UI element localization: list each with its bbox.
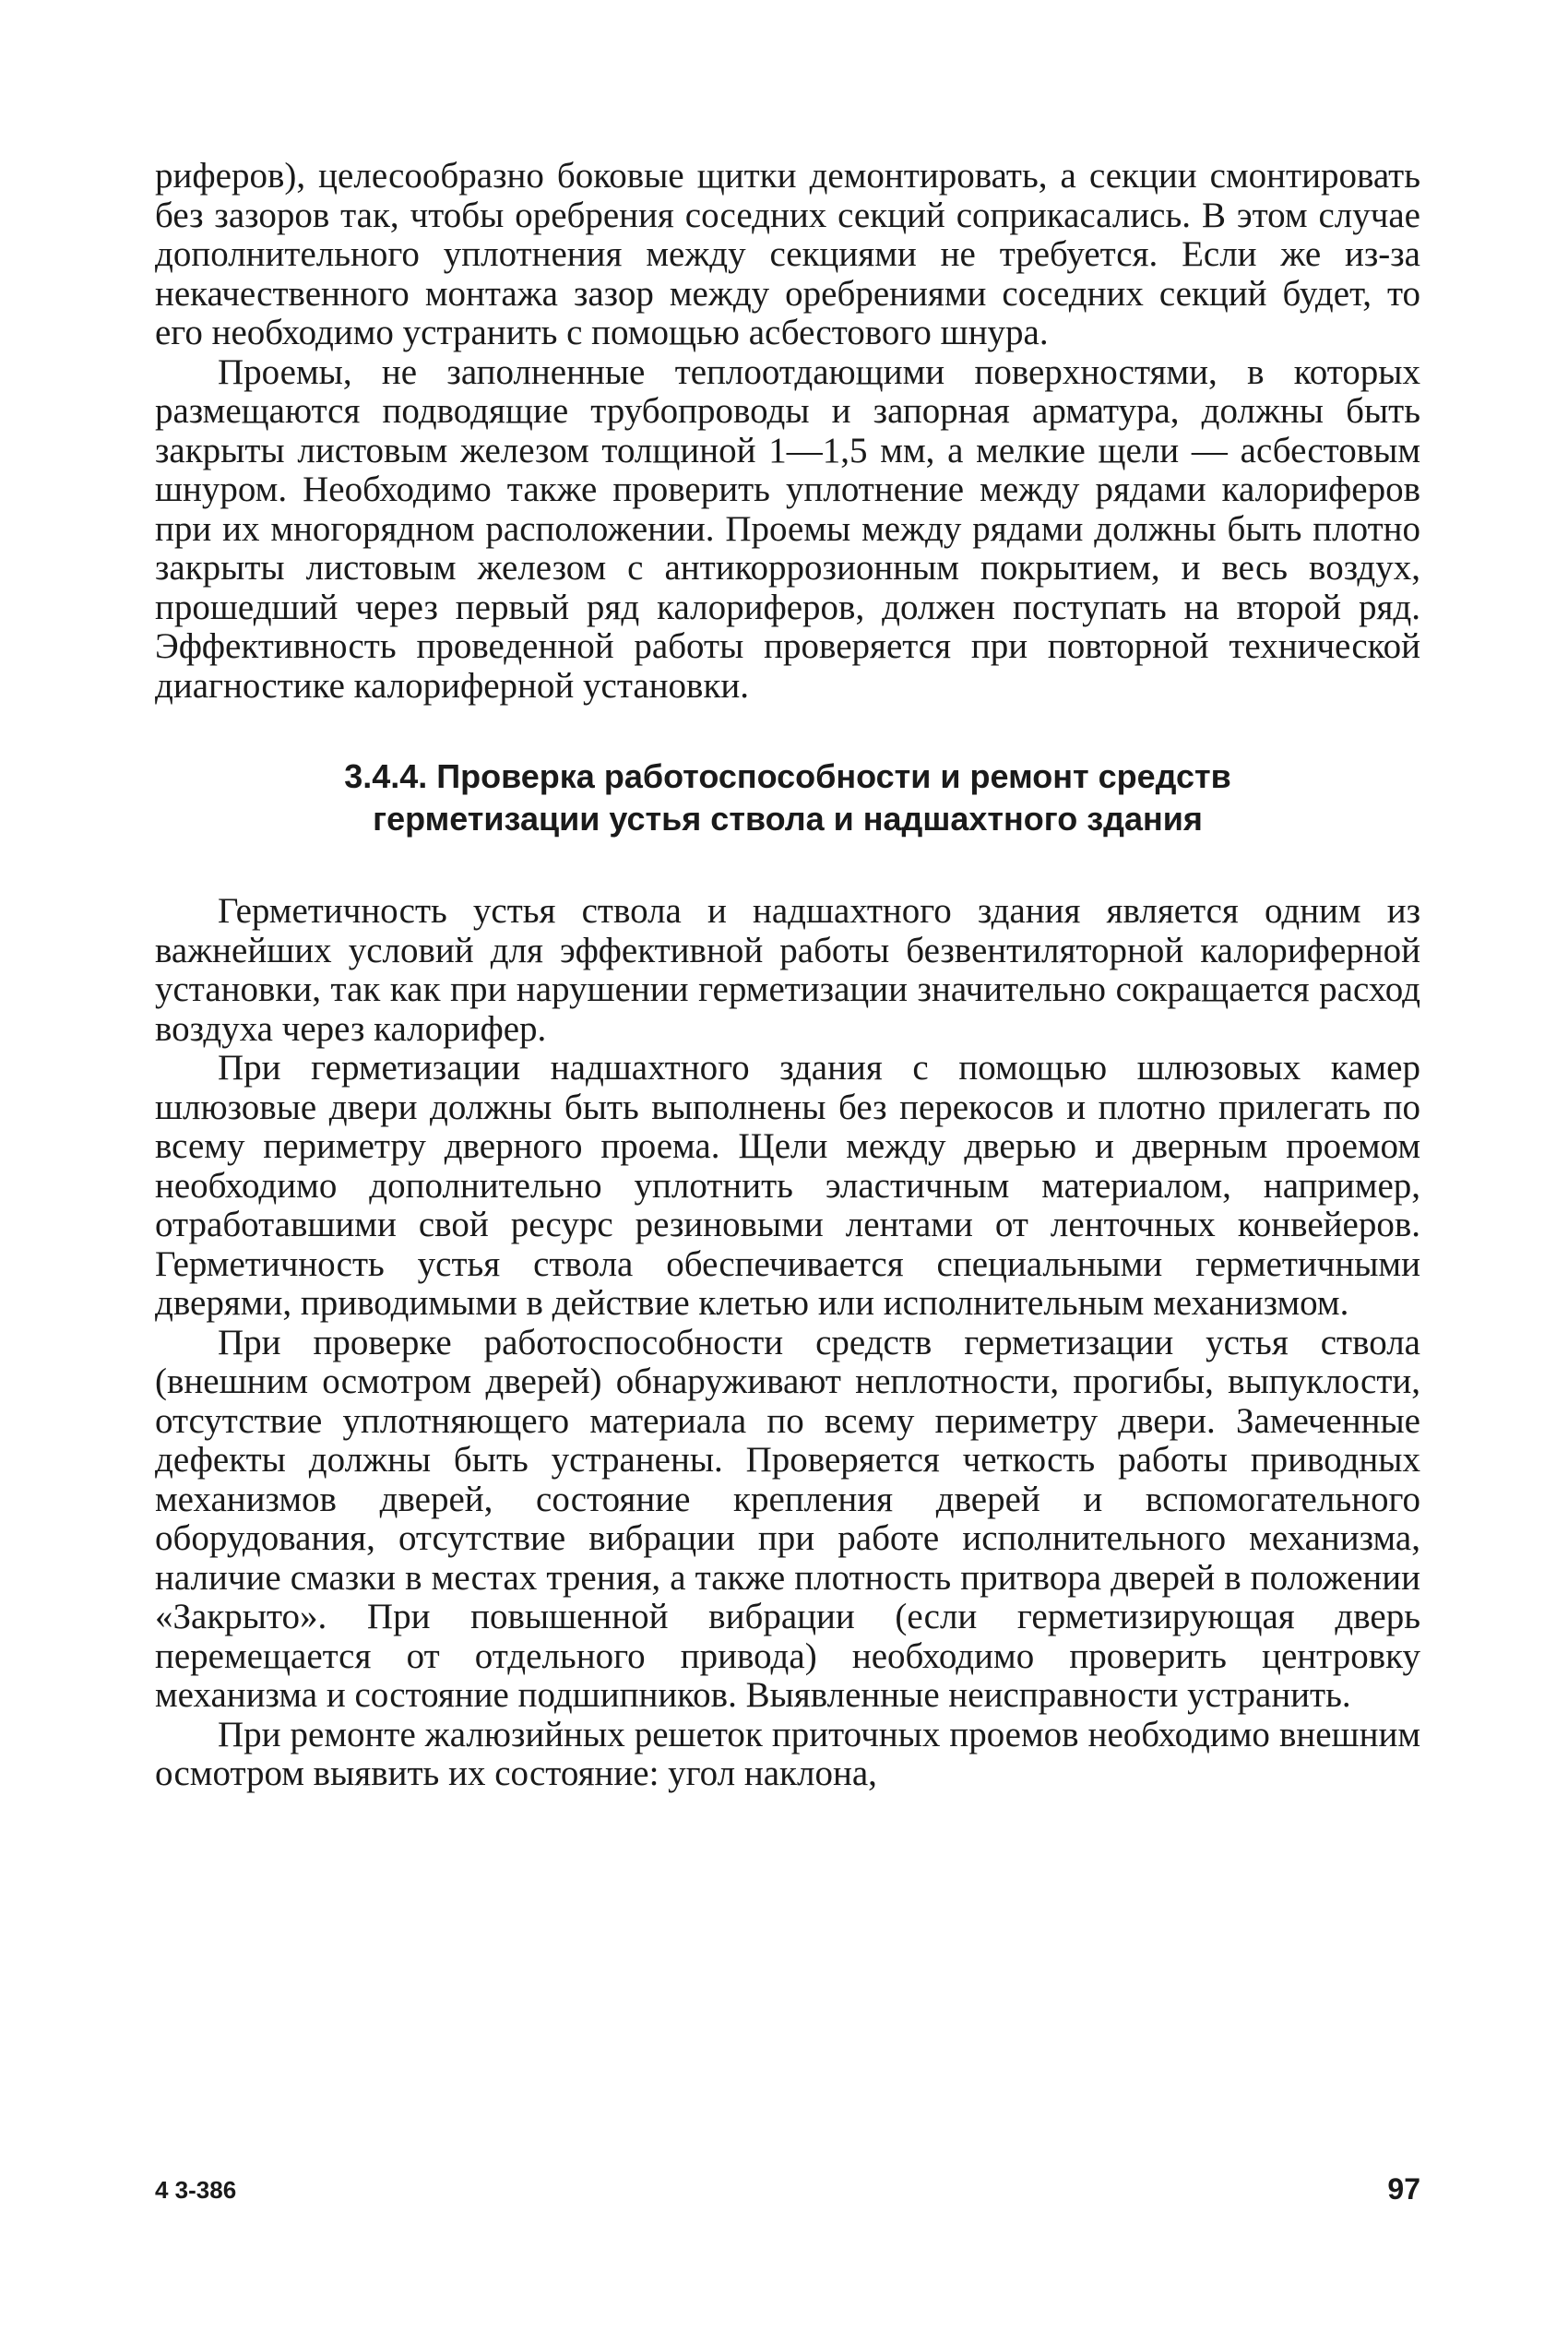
paragraph-openings-sealing: Проемы, не заполненные теплоотдающими поверхностями, в которых размещаются подводящие трубопроводы и запорная арматура, должны быть закрыты листовым железом толщиной 1—1,5 мм, а мелкие щели — асбестовым шнуром. Необходимо также проверить уплотнение между рядами калориферов при их многорядном расположении. Проемы между рядами должны быть плотно закрыты листовым железом с антикоррозионным покрытием, и весь воздух, прошедший через первый ряд калориферов, должен поступать на второй ряд. Эффективность проведенной работы проверяется при повторной технической диагностике калориферной установки.: [155, 351, 1420, 706]
paragraph-shaft-tightness: Герметичность устья ствола и надшахтного здания является одним из важнейших условий для эффективной работы безвентиляторной калориферной установки, так как при нарушении герметизации значительно сокращается расход воздуха через калорифер.: [155, 891, 1420, 1049]
section-heading-line-1: 3.4.4. Проверка работоспособности и ремонт средств: [344, 757, 1231, 795]
printer-signature: 4 3-386: [155, 2176, 237, 2204]
section-heading: [155, 755, 1420, 840]
paragraph-continuation: риферов), целесообразно боковые щитки демонтировать, а секции смонтировать без зазоров так, чтобы оребрения соседних секций соприкасались. В этом случае дополнительного уплотнения между секциями не требуется. Если же из-за некачественного монтажа зазор между оребрениями соседних секций будет, то его необходимо устранить с помощью асбестового шнура.: [155, 156, 1420, 352]
paragraph-airlock-doors: При герметизации надшахтного здания с помощью шлюзовых камер шлюзовые двери должны быть выполнены без перекосов и плотно прилегать по всему периметру дверного проема. Щели между дверью и дверным проемом необходимо дополнительно уплотнить эластичным материалом, например, отработавшими свой ресурс резиновыми лентами от ленточных конвейеров. Герметичность устья ствола обеспечивается специальными герметичными дверями, приводимыми в действие клетью или исполнительным механизмом.: [155, 1048, 1420, 1323]
page-footer: [155, 2172, 1420, 2209]
page-number: 97: [1387, 2172, 1420, 2206]
page-body: [155, 157, 1420, 1794]
section-heading-line-2: герметизации устья ствола и надшахтного здания: [373, 800, 1203, 838]
paragraph-louvre-repair: При ремонте жалюзийных решеток приточных проемов необходимо внешним осмотром выявить их состояние: угол наклона,: [155, 1714, 1420, 1793]
paragraph-inspection: При проверке работоспособности средств герметизации устья ствола (внешним осмотром дверей) обнаруживают неплотности, прогибы, выпуклости, отсутствие уплотняющего материала по всему периметру двери. Замеченные дефекты должны быть устранены. Проверяется четкость работы приводных механизмов дверей, состояние крепления дверей и вспомогательного оборудования, отсутствие вибрации при работе исполнительного механизма, наличие смазки в местах трения, а также плотность притвора дверей в положении «Закрыто». При повышенной вибрации (если герметизирующая дверь перемещается от отдельного привода) необходимо проверить центровку механизма и состояние подшипников. Выявленные неисправности устранить.: [155, 1322, 1420, 1715]
